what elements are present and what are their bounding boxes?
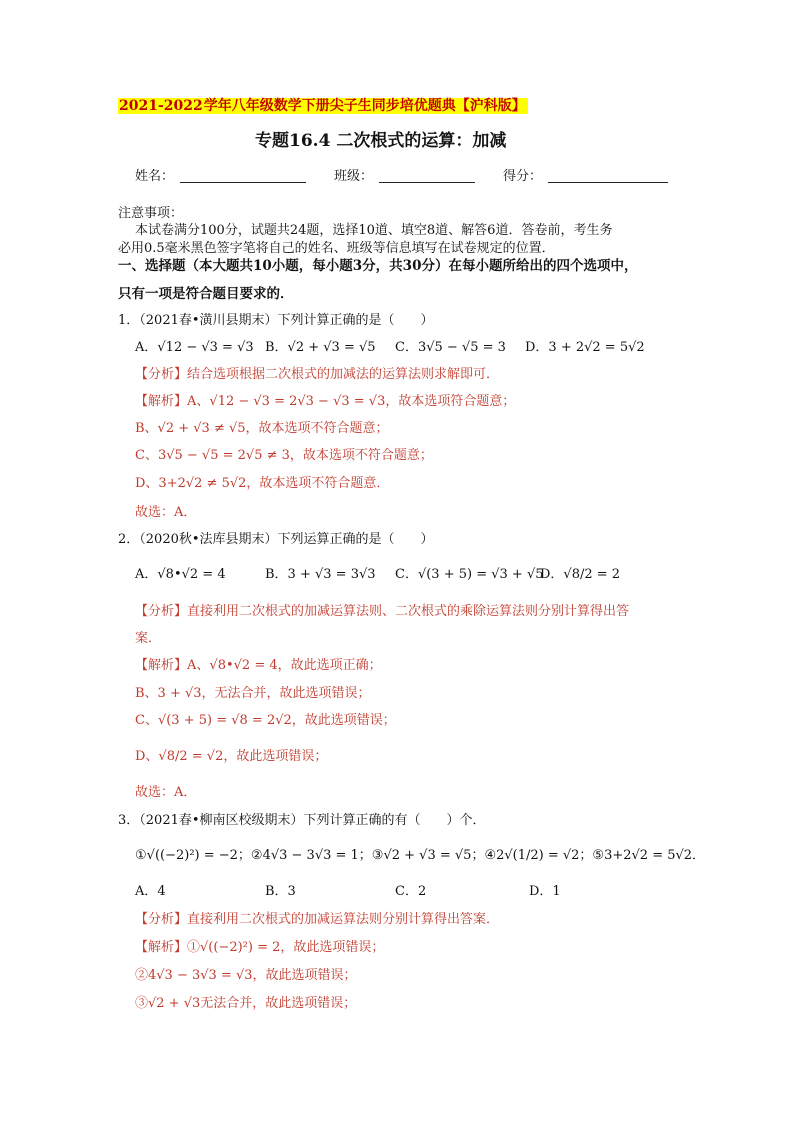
q3-option-d[interactable]: D．1: [529, 884, 561, 899]
q1-analysis-text: 结合选项根据二次根式的加减法的运算法则求解即可．: [187, 367, 500, 382]
q2-solution-a: A、√8•√2 = 4，故此选项正确；: [187, 658, 382, 673]
section-heading-line-1: 一、选择题（本大题共10小题，每小题3分，共30分）在每小题所给出的四个选项中，: [118, 258, 638, 274]
q1-option-d[interactable]: D．3 + 2√2 = 5√2: [525, 340, 645, 355]
score-blank[interactable]: [548, 169, 668, 183]
q2-analysis-text-2: 案．: [135, 631, 162, 646]
q1-option-c[interactable]: C．3√5 − √5 = 3: [395, 340, 506, 355]
q1-solution-line-1: [135, 393, 515, 411]
q2-analysis-tag: 【分析】: [135, 604, 188, 619]
q2-analysis-text-1: 直接利用二次根式的加减运算法则、二次根式的乘除运算法则分别计算得出答: [187, 604, 630, 619]
q2-solution-b: B、3 + √3，无法合并，故此选项错误；: [135, 686, 371, 701]
banner-year: 2021-2022: [119, 98, 203, 114]
q2-solution-line-1: [135, 657, 382, 675]
q3-stem: 3．（2021春•柳南区校级期末）下列计算正确的有（ ）个．: [118, 813, 486, 828]
q2-option-c[interactable]: C．√(3 + 5) = √3 + √5: [395, 567, 544, 582]
q3-solution-line-1: [135, 939, 384, 957]
q3-analysis: [135, 911, 499, 929]
q2-solution-c: C、√(3 + 5) = √8 = 2√2，故此选项错误；: [135, 713, 396, 728]
q3-items: ①√((−2)²) = −2；②4√3 − 3√3 = 1；③√2 + √3 = √5；④2√(1/2) = √2；⑤3+2√2 = 5√2．: [135, 848, 706, 863]
section-heading-line-2: 只有一项是符合题目要求的．: [118, 286, 294, 302]
q3-option-b[interactable]: B．3: [265, 884, 296, 899]
q3-option-a[interactable]: A．4: [135, 884, 166, 899]
q1-solution-a: A、√12 − √3 = 2√3 − √3 = √3，故本选项符合题意；: [187, 394, 516, 409]
q2-option-a[interactable]: A．√8•√2 = 4: [135, 567, 226, 582]
q1-stem: 1．（2021春•潢川县期末）下列计算正确的是（ ）: [118, 313, 434, 328]
q1-option-b[interactable]: B．√2 + √3 = √5: [265, 340, 376, 355]
name-label: 姓名：: [135, 169, 175, 184]
notes-line-1: 本试卷满分100分，试题共24题，选择10道、填空8道、解答6道．答卷前，考生务: [135, 223, 613, 238]
notes-heading: 注意事项：: [118, 206, 184, 221]
q2-solution-tag: 【解析】: [135, 658, 188, 673]
q2-analysis: [135, 603, 629, 621]
class-label: 班级：: [334, 169, 374, 184]
q1-answer: 故选：A．: [135, 505, 197, 520]
q2-solution-d: D、√8/2 = √2，故此选项错误；: [135, 749, 328, 764]
q1-solution-b: B、√2 + √3 ≠ √5，故本选项不符合题意；: [135, 421, 389, 436]
q3-analysis-text: 直接利用二次根式的加减运算法则分别计算得出答案．: [187, 912, 500, 927]
q2-options: [135, 566, 620, 584]
class-blank[interactable]: [379, 169, 475, 183]
q1-options: [135, 339, 645, 357]
q1-solution-c: C、3√5 − √5 = 2√5 ≠ 3，故本选项不符合题意；: [135, 448, 433, 463]
score-label: 得分：: [503, 169, 543, 184]
q3-solution-2: ②4√3 − 3√3 = √3，故此选项错误；: [135, 968, 357, 983]
student-info-row: [135, 168, 668, 186]
banner: [118, 97, 528, 116]
q1-analysis-tag: 【分析】: [135, 367, 188, 382]
q3-solution-tag: 【解析】: [135, 940, 188, 955]
q3-analysis-tag: 【分析】: [135, 912, 188, 927]
q3-solution-1: ①√((−2)²) = 2，故此选项错误；: [187, 940, 385, 955]
q2-answer: 故选：A．: [135, 785, 197, 800]
q2-option-d[interactable]: D．√8/2 = 2: [540, 567, 621, 582]
q1-solution-tag: 【解析】: [135, 394, 188, 409]
banner-text: 学年八年级数学下册尖子生同步培优题典【沪科版】: [203, 98, 526, 114]
name-blank[interactable]: [180, 169, 306, 183]
q3-solution-3: ③√2 + √3无法合并，故此选项错误；: [135, 996, 357, 1011]
q1-solution-d: D、3+2√2 ≠ 5√2，故本选项不符合题意．: [135, 476, 390, 491]
q3-option-c[interactable]: C．2: [395, 884, 427, 899]
notes-line-2: 必用0.5毫米黑色签字笔将自己的姓名、班级等信息填写在试卷规定的位置．: [118, 241, 555, 256]
q3-options: [135, 883, 561, 901]
page-title: 专题16.4 二次根式的运算：加减: [255, 131, 507, 151]
q2-stem: 2．（2020秋•法库县期末）下列运算正确的是（ ）: [118, 532, 434, 547]
q1-analysis: [135, 366, 499, 384]
q1-option-a[interactable]: A．√12 − √3 = √3: [135, 340, 254, 355]
q2-option-b[interactable]: B．3 + √3 = 3√3: [265, 567, 376, 582]
